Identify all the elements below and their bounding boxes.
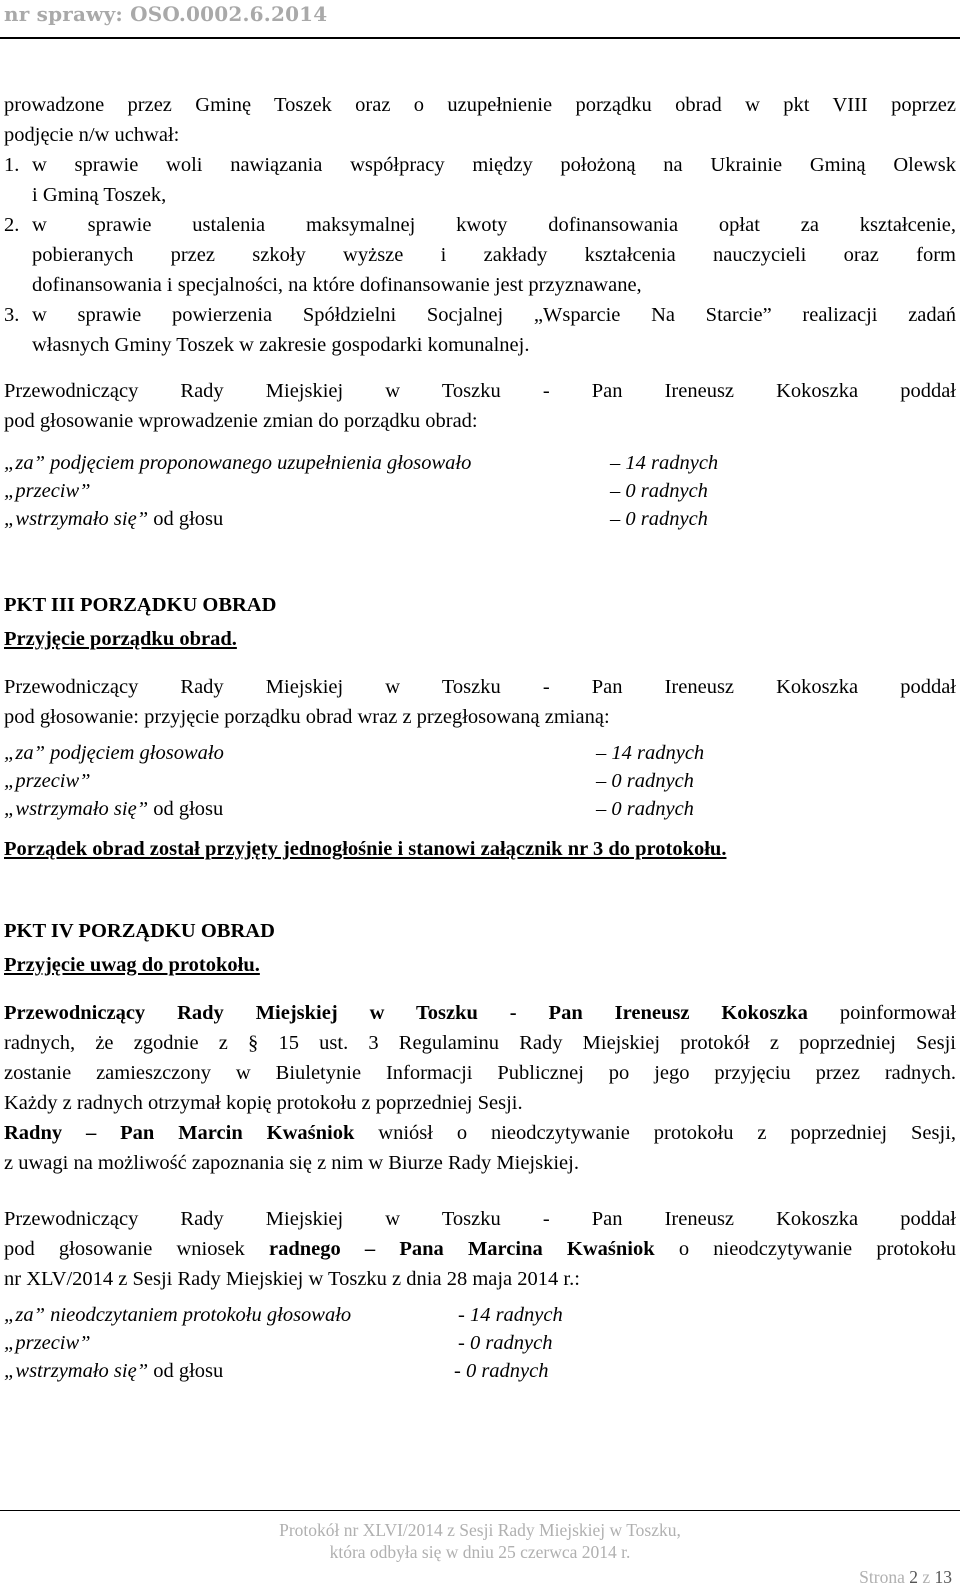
section4-paragraph-3 [4, 1204, 956, 1294]
vote-abstain-label: „wstrzymało się” [4, 798, 149, 820]
list-item-text: w sprawie ustalenia maksymalnej kwoty dofinansowania opłat za kształcenie, [32, 214, 956, 236]
text-line: Przewodniczący Rady Miejskiej w Toszku - Pan Ireneusz Kokoszka poddał [4, 1208, 956, 1230]
vote-abstain-label: „wstrzymało się” [4, 1360, 149, 1382]
councillor-name: Radny – Pan Marcin Kwaśniok [4, 1122, 355, 1144]
vote1-abstain-row [4, 504, 956, 532]
vote-abstain-value: – 0 radnych [596, 798, 694, 820]
vote-abstain-label: „wstrzymało się” [4, 508, 149, 530]
section3-heading: PKT III PORZĄDKU OBRAD [4, 594, 277, 616]
vote-abstain-suffix: od głosu [153, 1360, 224, 1382]
footer-line-1: Protokół nr XLVI/2014 z Sesji Rady Miejskiej w Toszku, [279, 1520, 681, 1540]
intro-line-2: podjęcie n/w uchwał: [4, 124, 180, 146]
vote1-paragraph [4, 376, 956, 436]
page-current: 2 [909, 1567, 918, 1587]
vote-for-value: - 14 radnych [458, 1304, 563, 1326]
list-item-number: 3. [4, 304, 20, 326]
list-item-1 [4, 150, 956, 210]
list-item-3 [4, 300, 956, 360]
vote2-for-row [4, 738, 956, 766]
text-line: Każdy z radnych otrzymał kopię protokołu z poprzedniej Sesji. [4, 1092, 523, 1114]
page-mid: z [922, 1567, 931, 1587]
vote3-for-row [4, 1300, 956, 1328]
section4-paragraph-1 [4, 998, 956, 1118]
vote-abstain-suffix: od głosu [153, 798, 224, 820]
header-rule [0, 37, 960, 39]
spacer [4, 532, 956, 590]
list-item-text: pobieranych przez szkoły wyższe i zakłady kształcenia nauczycieli oraz form [32, 244, 956, 266]
section3-subheading: Przyjęcie porządku obrad. [4, 628, 237, 650]
vote-for-label: „za” nieodczytaniem protokołu głosowało [4, 1304, 352, 1326]
vote-abstain-suffix: od głosu [153, 508, 224, 530]
chairman-name: Przewodniczący Rady Miejskiej w Toszku - Pan Ireneusz Kokoszka [4, 1002, 808, 1024]
list-item-number: 2. [4, 214, 20, 236]
intro-paragraph [4, 90, 956, 360]
section3-conclusion: Porządek obrad został przyjęty jednogłośnie i stanowi załącznik nr 3 do protokołu. [4, 838, 727, 860]
list-item-text: w sprawie powierzenia Spółdzielni Socjalnej „Wsparcie Na Starcie” realizacji zadań [32, 304, 956, 326]
text-line: radnych, że zgodnie z § 15 ust. 3 Regulaminu Rady Miejskiej protokół z poprzedniej Sesji [4, 1032, 956, 1054]
list-item-text: własnych Gminy Toszek w zakresie gospodarki komunalnej. [32, 334, 530, 356]
section4-paragraph-2 [4, 1118, 956, 1178]
vote-for-value: – 14 radnych [596, 742, 705, 764]
text-line: zostanie zamieszczony w Biuletynie Informacji Publicznej po jego przyjęciu przez radnych. [4, 1062, 956, 1084]
vote-against-label: „przeciw” [4, 770, 91, 792]
footer-rule [0, 1510, 960, 1511]
vote1-line-2: pod głosowanie wprowadzenie zmian do porządku obrad: [4, 410, 478, 432]
vote1-line-1: Przewodniczący Rady Miejskiej w Toszku - Pan Ireneusz Kokoszka poddał [4, 380, 956, 402]
vote2-against-row [4, 766, 956, 794]
section3-line-2: pod głosowanie: przyjęcie porządku obrad wraz z przegłosowaną zmianą: [4, 706, 610, 728]
vote-abstain-value: - 0 radnych [454, 1360, 549, 1382]
spacer [4, 360, 956, 376]
vote-against-label: „przeciw” [4, 1332, 91, 1354]
vote-abstain-value: – 0 radnych [610, 508, 708, 530]
section4-subheading: Przyjęcie uwag do protokołu. [4, 954, 260, 976]
page-number [859, 1567, 952, 1588]
spacer [4, 980, 956, 998]
text-span: o nieodczytywanie protokołu [678, 1238, 957, 1260]
vote1-against-row [4, 476, 956, 504]
footer [0, 1519, 960, 1563]
spacer [4, 1178, 956, 1204]
vote-for-label: „za” podjęciem głosowało [4, 742, 224, 764]
vote2-abstain-row [4, 794, 956, 822]
list-item-text: w sprawie woli nawiązania współpracy między położoną na Ukrainie Gminą Olewsk [32, 154, 956, 176]
text-span: pod głosowanie wniosek [4, 1238, 245, 1260]
text-line: nr XLV/2014 z Sesji Rady Miejskiej w Toszku z dnia 28 maja 2014 r.: [4, 1268, 580, 1290]
list-item-text: dofinansowania i specjalności, na które dofinansowanie jest przyznawane, [32, 274, 642, 296]
section4-heading: PKT IV PORZĄDKU OBRAD [4, 920, 275, 942]
intro-line-1: prowadzone przez Gminę Toszek oraz o uzupełnienie porządku obrad w pkt VIII poprzez [4, 94, 956, 116]
councillor-name: radnego – Pana Marcina Kwaśniok [269, 1238, 655, 1260]
list-item-number: 1. [4, 154, 20, 176]
spacer [4, 436, 956, 448]
vote-against-value: - 0 radnych [458, 1332, 553, 1354]
text-span: poinformował [839, 1002, 956, 1024]
page-prefix: Strona [859, 1567, 905, 1587]
spacer [4, 864, 956, 916]
vote-for-label: „za” podjęciem proponowanego uzupełnienia głosowało [4, 452, 472, 474]
text-span: wniósł o nieodczytywanie protokołu z poprzedniej Sesji, [378, 1122, 957, 1144]
vote-against-label: „przeciw” [4, 480, 91, 502]
case-number-header: nr sprawy: OSO.0002.6.2014 [4, 2, 328, 26]
section3-line-1: Przewodniczący Rady Miejskiej w Toszku - Pan Ireneusz Kokoszka poddał [4, 676, 956, 698]
footer-line-2: która odbyła się w dniu 25 czerwca 2014 r. [329, 1542, 631, 1562]
vote-for-value: – 14 radnych [610, 452, 719, 474]
list-item-2 [4, 210, 956, 300]
vote3-against-row [4, 1328, 956, 1356]
spacer [4, 654, 956, 672]
list-item-text: i Gminą Toszek, [32, 184, 167, 206]
text-line: z uwagi na możliwość zapoznania się z nim w Biurze Rady Miejskiej. [4, 1152, 579, 1174]
vote1-for-row [4, 448, 956, 476]
vote-against-value: – 0 radnych [610, 480, 708, 502]
document-body [4, 90, 956, 1384]
vote-against-value: – 0 radnych [596, 770, 694, 792]
vote3-abstain-row [4, 1356, 956, 1384]
page-total: 13 [934, 1567, 952, 1587]
